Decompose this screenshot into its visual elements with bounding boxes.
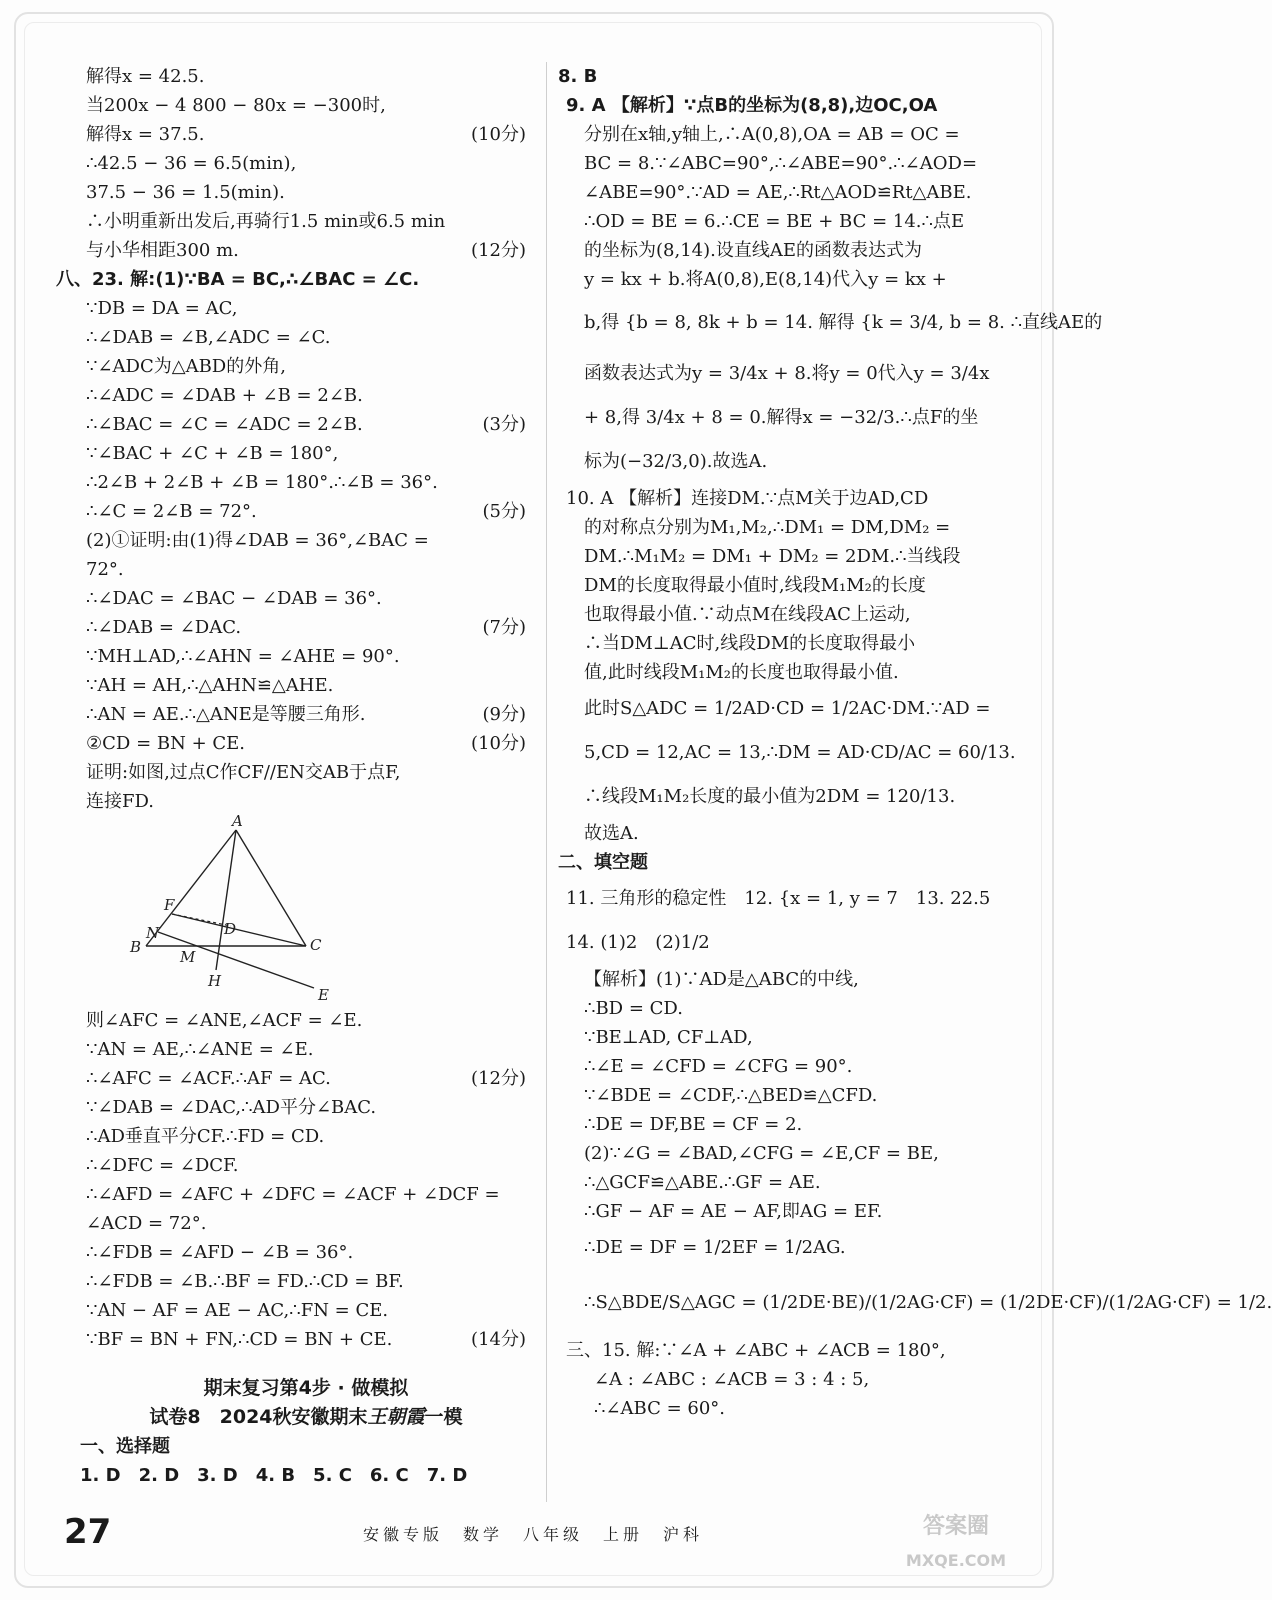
- line-text: ②CD = BN + CE.: [86, 733, 246, 754]
- text-line: [86, 352, 526, 381]
- footer-text: 安徽专版 数学 八年级 上册 沪科: [362, 1525, 703, 1544]
- text-line: [86, 671, 526, 700]
- text-line: [86, 700, 526, 729]
- score-mark: (9分): [482, 704, 526, 725]
- text-line: ∴OD = BE = 6.∴CE = BE + BC = 14.∴点E: [584, 211, 965, 232]
- label-H: H: [208, 972, 222, 990]
- line-text: 当200x − 4 800 − 80x = −300时,: [86, 95, 386, 116]
- text-line: [86, 613, 526, 642]
- watermark: 答案圈 MXQE.COM: [905, 1514, 1007, 1570]
- column-divider: [546, 62, 547, 1502]
- text-line: [86, 323, 526, 352]
- text-line: 【解析】(1)∵AD是△ABC的中线,: [584, 969, 859, 990]
- label-D: D: [224, 920, 237, 938]
- text-line: 也取得最小值.∵动点M在线段AC上运动,: [584, 604, 911, 625]
- text-line: y = kx + b.将A(0,8),E(8,14)代入y = kx +: [584, 269, 947, 290]
- line-text: ∴AN = AE.∴△ANE是等腰三角形.: [86, 704, 366, 725]
- line-text: ∴∠AFC = ∠ACF.∴AF = AC.: [86, 1068, 331, 1089]
- score-mark: (5分): [482, 501, 526, 522]
- q10-fractions: [566, 687, 1016, 819]
- line-text: 37.5 − 36 = 1.5(min).: [86, 182, 285, 203]
- line-text: ∵∠DAB = ∠DAC,∴AD平分∠BAC.: [86, 1097, 377, 1118]
- label-B: B: [130, 938, 142, 956]
- line-text: ∴小明重新出发后,再骑行1.5 min或6.5 min: [86, 211, 446, 232]
- text-line: ∴DE = DF,BE = CF = 2.: [584, 1114, 803, 1135]
- text-line: [86, 178, 526, 207]
- text-line: 9. A 【解析】∵点B的坐标为(8,8),边OC,OA: [566, 95, 938, 116]
- text-line: [86, 468, 526, 497]
- q14-fraction-line: ∴DE = DF = 1/2EF = 1/2AG.: [584, 1237, 846, 1258]
- wangzhaoxia-logo: 王朝霞: [367, 1406, 425, 1428]
- line-text: ∴∠DAC = ∠BAC − ∠DAB = 36°.: [86, 588, 382, 609]
- q23-heading: 八、23. 解:(1)∵BA = BC,∴∠BAC = ∠C.: [56, 269, 420, 290]
- line-text: 解得x = 42.5.: [86, 66, 205, 87]
- part1-heading: 一、选择题: [80, 1436, 170, 1457]
- line-text: 与小华相距300 m.: [86, 240, 239, 261]
- line-text: ∠ACD = 72°.: [86, 1213, 207, 1234]
- line-text: ∵BF = BN + FN,∴CD = BN + CE.: [86, 1329, 393, 1350]
- label-A: A: [232, 812, 243, 830]
- line-text: ∵AN − AF = AE − AC,∴FN = CE.: [86, 1300, 389, 1321]
- q9-solution: [566, 91, 1006, 294]
- text-line: + 8,得 3/4x + 8 = 0.解得x = −32/3.∴点F的坐: [584, 407, 979, 428]
- text-line: 此时S△ADC = 1/2AD·CD = 1/2AC·DM.∵AD =: [584, 698, 991, 719]
- line-text: ∴∠FDB = ∠B.∴BF = FD.∴CD = BF.: [86, 1271, 404, 1292]
- line-text: ∴∠DAB = ∠DAC.: [86, 617, 242, 638]
- line-text: ∴42.5 − 36 = 6.5(min),: [86, 153, 297, 174]
- line-text: (2)①证明:由(1)得∠DAB = 36°,∠BAC =: [86, 530, 429, 551]
- left-column: [56, 62, 526, 1490]
- text-line: 值,此时线段M₁M₂的长度也取得最小值.: [584, 662, 899, 683]
- text-line: [86, 758, 526, 787]
- text-line: 的对称点分别为M₁,M₂,∴DM₁ = DM,DM₂ =: [584, 517, 951, 538]
- text-line: [86, 62, 526, 91]
- line-text: 解得x = 37.5.: [86, 124, 205, 145]
- text-line: 的坐标为(8,14).设直线AE的函数表达式为: [584, 240, 922, 261]
- line-text: ∴∠FDB = ∠AFD − ∠B = 36°.: [86, 1242, 354, 1263]
- text-line: ∵∠BDE = ∠CDF,∴△BED≌△CFD.: [584, 1085, 878, 1106]
- label-N: N: [146, 924, 160, 942]
- text-line: BC = 8.∵∠ABC=90°,∴∠ABE=90°.∴∠AOD=: [584, 153, 978, 174]
- line-text: 72°.: [86, 559, 124, 580]
- q8-answer: 8. B: [558, 66, 598, 87]
- text-line: ∴GF − AF = AE − AF,即AG = EF.: [584, 1201, 883, 1222]
- q9-system: b,得 {b = 8, 8k + b = 14. 解得 {k = 3/4, b = 8. ∴直线AE的: [584, 312, 1103, 333]
- line-text: ∵∠ADC为△ABD的外角,: [86, 356, 286, 377]
- q15-solution: [566, 1336, 1006, 1423]
- text-line: [86, 149, 526, 178]
- text-line: DM的长度取得最小值时,线段M₁M₂的长度: [584, 575, 926, 596]
- text-line: [86, 1035, 526, 1064]
- text-line: 5,CD = 12,AC = 13,∴DM = AD·CD/AC = 60/13.: [584, 742, 1016, 763]
- text-line: 10. A 【解析】连接DM.∵点M关于边AD,CD: [566, 488, 929, 509]
- text-line: ∴∠E = ∠CFD = ∠CFG = 90°.: [584, 1056, 853, 1077]
- q11-13-answers: 11. 三角形的稳定性 12. {x = 1, y = 7 13. 22.5: [566, 888, 991, 909]
- text-line: [86, 1006, 526, 1035]
- text-line: [86, 1122, 526, 1151]
- text-line: [86, 1296, 526, 1325]
- text-line: 函数表达式为y = 3/4x + 8.将y = 0代入y = 3/4x: [584, 363, 990, 384]
- q23-proof-continued: [86, 1006, 526, 1354]
- score-mark: (12分): [471, 240, 526, 261]
- text-line: ∠A : ∠ABC : ∠ACB = 3 : 4 : 5,: [594, 1369, 870, 1390]
- line-text: ∴2∠B + 2∠B + ∠B = 180°.∴∠B = 36°.: [86, 472, 438, 493]
- geometry-figure: [86, 812, 526, 1006]
- text-line: [86, 1209, 526, 1238]
- score-mark: (10分): [471, 733, 526, 754]
- text-line: [86, 555, 526, 584]
- line-text: ∴∠BAC = ∠C = ∠ADC = 2∠B.: [86, 414, 363, 435]
- line-text: 则∠AFC = ∠ANE,∠ACF = ∠E.: [86, 1010, 363, 1031]
- line-text: ∴∠DAB = ∠B,∠ADC = ∠C.: [86, 327, 331, 348]
- text-line: [86, 439, 526, 468]
- line-text: ∴∠AFD = ∠AFC + ∠DFC = ∠ACF + ∠DCF =: [86, 1184, 500, 1205]
- score-mark: (12分): [471, 1068, 526, 1089]
- line-text: ∴∠ADC = ∠DAB + ∠B = 2∠B.: [86, 385, 363, 406]
- section-title: 期末复习第4步 · 做模拟: [203, 1377, 409, 1399]
- triangle-diagram: [86, 812, 526, 1006]
- text-line: [86, 91, 526, 120]
- text-line: 三、15. 解:∵∠A + ∠ABC + ∠ACB = 180°,: [566, 1340, 946, 1361]
- text-line: [86, 787, 526, 816]
- text-line: [86, 410, 526, 439]
- label-F: F: [164, 896, 175, 914]
- q10-conclusion: 故选A.: [584, 823, 639, 844]
- paper-title: 试卷8 2024秋安徽期末王朝霞一模: [149, 1406, 463, 1428]
- line-text: 连接FD.: [86, 791, 155, 812]
- right-column: [558, 62, 1272, 1423]
- text-line: [86, 1238, 526, 1267]
- text-line: [86, 584, 526, 613]
- text-line: ∴△GCF≌△ABE.∴GF = AE.: [584, 1172, 821, 1193]
- text-line: [86, 236, 526, 265]
- line-text: ∴AD垂直平分CF.∴FD = CD.: [86, 1126, 325, 1147]
- text-line: [86, 1325, 526, 1354]
- text-line: ∠ABE=90°.∵AD = AE,∴Rt△AOD≌Rt△ABE.: [584, 182, 972, 203]
- text-line: [86, 497, 526, 526]
- text-line: [86, 1151, 526, 1180]
- line-text: ∵MH⊥AD,∴∠AHN = ∠AHE = 90°.: [86, 646, 400, 667]
- line-text: ∵∠BAC + ∠C + ∠B = 180°,: [86, 443, 339, 464]
- line-text: ∵DB = DA = AC,: [86, 298, 238, 319]
- q22-solution-tail: [86, 62, 526, 265]
- page-number: 27: [64, 1512, 112, 1552]
- text-line: [86, 729, 526, 758]
- text-line: [86, 1180, 526, 1209]
- part2-heading: 二、填空题: [558, 852, 648, 873]
- score-mark: (10分): [471, 124, 526, 145]
- q23-solution: [86, 294, 526, 816]
- text-line: ∴BD = CD.: [584, 998, 683, 1019]
- text-line: ∴线段M₁M₂长度的最小值为2DM = 120/13.: [584, 786, 956, 807]
- label-C: C: [310, 936, 322, 954]
- text-line: ∴∠ABC = 60°.: [594, 1398, 726, 1419]
- q14-solution: [566, 965, 1006, 1226]
- line-text: ∴∠C = 2∠B = 72°.: [86, 501, 257, 522]
- q10-solution: [566, 484, 1006, 687]
- text-line: [86, 1267, 526, 1296]
- line-text: ∵AN = AE,∴∠ANE = ∠E.: [86, 1039, 314, 1060]
- text-line: [86, 207, 526, 236]
- text-line: DM.∴M₁M₂ = DM₁ + DM₂ = 2DM.∴当线段: [584, 546, 961, 567]
- text-line: (2)∵∠G = ∠BAD,∠CFG = ∠E,CF = BE,: [584, 1143, 939, 1164]
- text-line: ∵BE⊥AD, CF⊥AD,: [584, 1027, 753, 1048]
- line-text: ∴∠DFC = ∠DCF.: [86, 1155, 239, 1176]
- label-E: E: [318, 986, 329, 1004]
- q14-area-ratio: ∴S△BDE/S△AGC = (1/2DE·BE)/(1/2AG·CF) = (1/2DE·CF)/(1/2AG·CF) = 1/2.: [584, 1292, 1272, 1313]
- text-line: 分别在x轴,y轴上,∴A(0,8),OA = AB = OC =: [584, 124, 960, 145]
- text-line: [86, 294, 526, 323]
- text-line: [86, 526, 526, 555]
- line-text: ∵AH = AH,∴△AHN≌△AHE.: [86, 675, 334, 696]
- score-mark: (14分): [471, 1329, 526, 1350]
- score-mark: (7分): [482, 617, 526, 638]
- text-line: [86, 381, 526, 410]
- text-line: [86, 120, 526, 149]
- text-line: ∴当DM⊥AC时,线段DM的长度取得最小: [584, 633, 916, 654]
- text-line: 标为(−32/3,0).故选A.: [584, 451, 768, 472]
- line-text: 证明:如图,过点C作CF//EN交AB于点F,: [86, 762, 401, 783]
- text-line: [86, 1093, 526, 1122]
- text-line: [86, 1064, 526, 1093]
- text-line: [86, 642, 526, 671]
- label-M: M: [180, 948, 196, 966]
- choice-answers: 1. D 2. D 3. D 4. B 5. C 6. C 7. D: [80, 1465, 468, 1486]
- score-mark: (3分): [482, 414, 526, 435]
- q14-answer: 14. (1)2 (2)1/2: [566, 932, 710, 953]
- q9-solution-tail: [566, 352, 1006, 484]
